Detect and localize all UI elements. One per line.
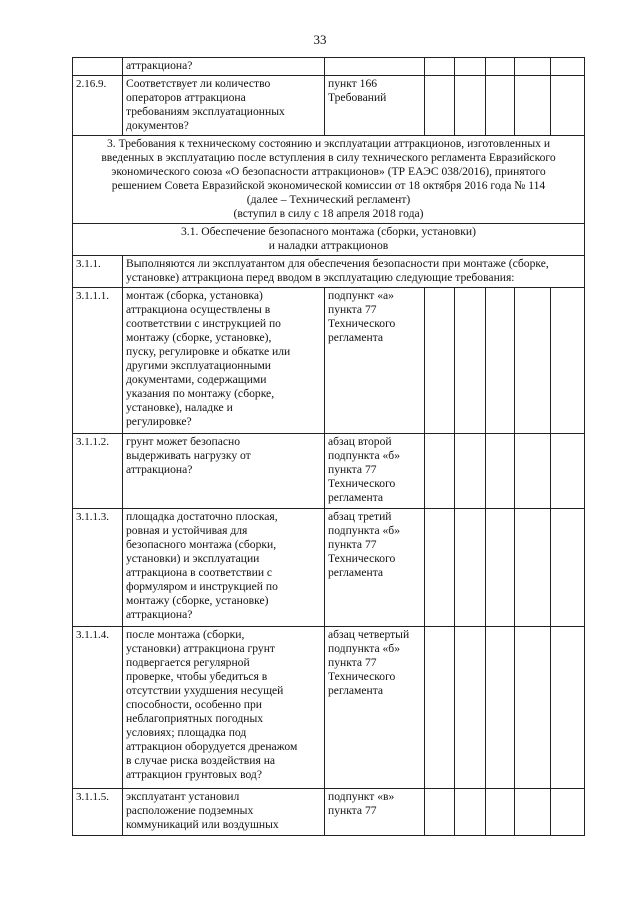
note-cell[interactable] (515, 76, 551, 136)
answer-yes-cell[interactable] (425, 509, 455, 627)
question-text: аттракциона? (123, 58, 325, 76)
note-cell[interactable] (515, 789, 551, 836)
table-row (73, 58, 585, 76)
table-row (73, 789, 585, 836)
reference-text: пункт 166 Требований (325, 76, 425, 136)
intro-text: Выполняются ли эксплуатантом для обеспечения безопасности при монтаже (сборке, установке) аттракциона перед вводом в эксплуатацию следующие требования: (123, 256, 585, 288)
page-number: 33 (313, 32, 327, 47)
answer-no-cell[interactable] (455, 58, 486, 76)
question-text: эксплуатант установил расположение подземных коммуникаций или воздушных (123, 789, 325, 836)
checklist-table (72, 57, 585, 836)
reference-text: подпункт «в» пункта 77 (325, 789, 425, 836)
subsection-heading-row (73, 224, 585, 256)
extra-cell[interactable] (551, 58, 585, 76)
answer-not-applicable-cell[interactable] (486, 76, 515, 136)
answer-no-cell[interactable] (455, 288, 486, 434)
question-text: грунт может безопасно выдерживать нагрузку от аттракциона? (123, 434, 325, 509)
reference-text (325, 58, 425, 76)
item-number (73, 58, 123, 76)
answer-no-cell[interactable] (455, 76, 486, 136)
extra-cell[interactable] (551, 789, 585, 836)
answer-yes-cell[interactable] (425, 288, 455, 434)
subsection-heading: 3.1. Обеспечение безопасного монтажа (сборки, установки) и наладки аттракционов (73, 224, 585, 256)
extra-cell[interactable] (551, 288, 585, 434)
note-cell[interactable] (515, 58, 551, 76)
answer-no-cell[interactable] (455, 627, 486, 789)
answer-not-applicable-cell[interactable] (486, 58, 515, 76)
item-number: 3.1.1.5. (73, 789, 123, 836)
item-number: 3.1.1.3. (73, 509, 123, 627)
reference-text: абзац третий подпункта «б» пункта 77 Технического регламента (325, 509, 425, 627)
question-text: монтаж (сборка, установка) аттракциона осуществлены в соответствии с инструкцией по монтажу (сборке, установке), пуску, регулировке и обкатке или другими эксплуатационными документами, содержащими указания по монтажу (сборке, установке), наладке и регулировке? (123, 288, 325, 434)
question-text: площадка достаточно плоская, ровная и устойчивая для безопасного монтажа (сборки, установки) и эксплуатации аттракциона в соответствии с формуляром и инструкцией по монтажу (сборке, установке) аттракциона? (123, 509, 325, 627)
answer-not-applicable-cell[interactable] (486, 627, 515, 789)
reference-text: абзац второй подпункта «б» пункта 77 Технического регламента (325, 434, 425, 509)
table-row (73, 509, 585, 627)
table-row (73, 627, 585, 789)
note-cell[interactable] (515, 509, 551, 627)
table-row (73, 434, 585, 509)
section-heading: 3. Требования к техническому состоянию и эксплуатации аттракционов, изготовленных и введенных в эксплуатацию после вступления в силу технического регламента Евразийского экономического союза «О безопасности аттракционов» (ТР ЕАЭС 038/2016), принятого решением Совета Евразийской экономической комиссии от 18 октября 2016 года № 114 (далее – Технический регламент) (вступил в силу с 18 апреля 2018 года) (73, 136, 585, 224)
extra-cell[interactable] (551, 509, 585, 627)
item-number: 3.1.1.1. (73, 288, 123, 434)
reference-text: абзац четвертый подпункта «б» пункта 77 Технического регламента (325, 627, 425, 789)
extra-cell[interactable] (551, 76, 585, 136)
note-cell[interactable] (515, 434, 551, 509)
answer-no-cell[interactable] (455, 789, 486, 836)
answer-not-applicable-cell[interactable] (486, 509, 515, 627)
item-number: 3.1.1. (73, 256, 123, 288)
answer-no-cell[interactable] (455, 434, 486, 509)
answer-no-cell[interactable] (455, 509, 486, 627)
item-number: 3.1.1.2. (73, 434, 123, 509)
answer-not-applicable-cell[interactable] (486, 288, 515, 434)
answer-yes-cell[interactable] (425, 434, 455, 509)
item-number: 3.1.1.4. (73, 627, 123, 789)
answer-not-applicable-cell[interactable] (486, 434, 515, 509)
answer-yes-cell[interactable] (425, 58, 455, 76)
extra-cell[interactable] (551, 627, 585, 789)
section-heading-row (73, 136, 585, 224)
answer-not-applicable-cell[interactable] (486, 789, 515, 836)
reference-text: подпункт «а» пункта 77 Технического регламента (325, 288, 425, 434)
answer-yes-cell[interactable] (425, 76, 455, 136)
answer-yes-cell[interactable] (425, 789, 455, 836)
question-text: Соответствует ли количество операторов аттракциона требованиям эксплуатационных документов? (123, 76, 325, 136)
note-cell[interactable] (515, 627, 551, 789)
note-cell[interactable] (515, 288, 551, 434)
intro-row (73, 256, 585, 288)
table-row (73, 76, 585, 136)
question-text: после монтажа (сборки, установки) аттракциона грунт подвергается регулярной проверке, чтобы убедиться в отсутствии ухудшения несущей способности, особенно при неблагоприятных погодных условиях; площадка под аттракцион оборудуется дренажом в случае риска воздействия на аттракцион грунтовых вод? (123, 627, 325, 789)
answer-yes-cell[interactable] (425, 627, 455, 789)
table-row (73, 288, 585, 434)
item-number: 2.16.9. (73, 76, 123, 136)
extra-cell[interactable] (551, 434, 585, 509)
